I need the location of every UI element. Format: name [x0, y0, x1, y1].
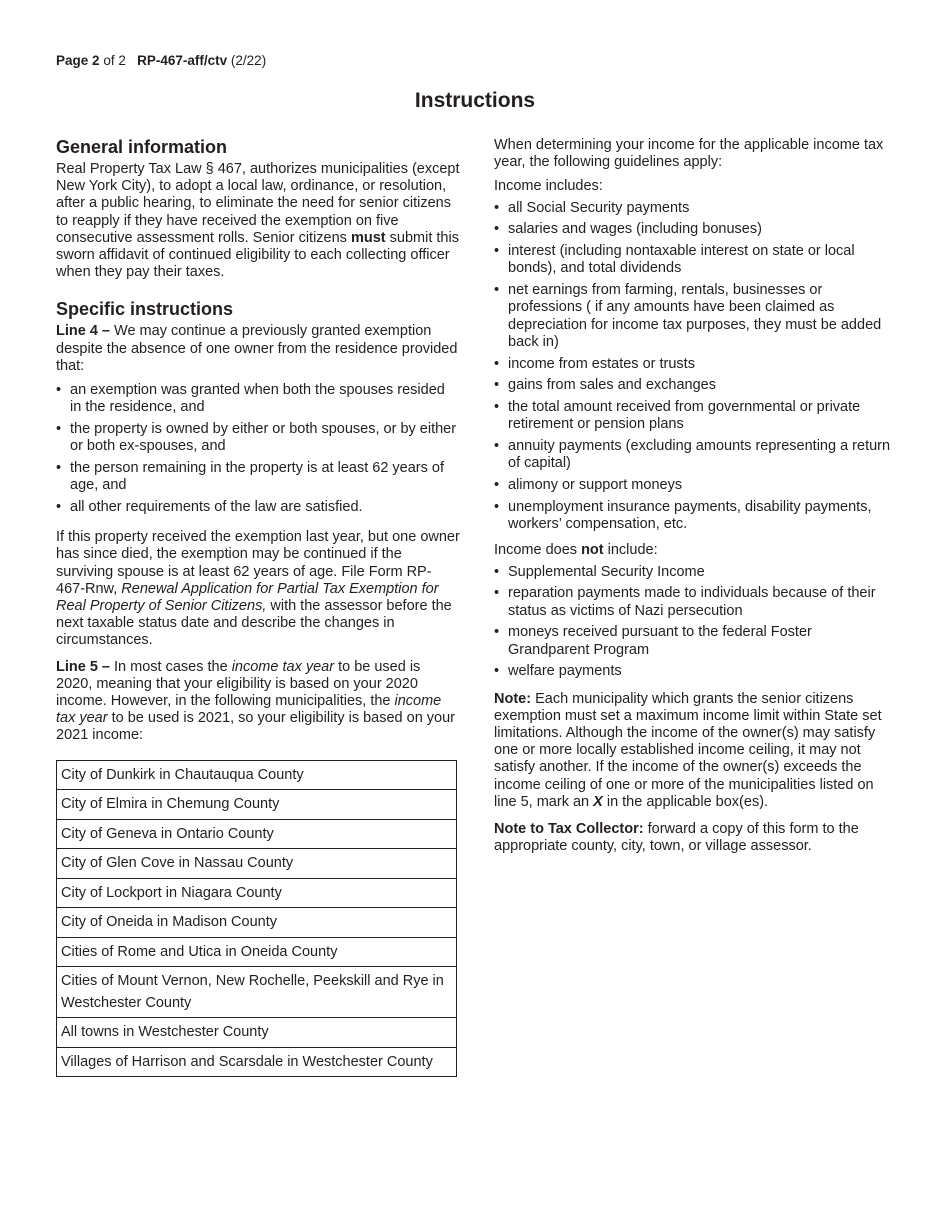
list-item: • income from estates or trusts — [494, 356, 894, 373]
table-row — [57, 760, 457, 790]
line5-paragraph: Line 5 – In most cases the income tax year to be used is 2020, meaning that your eligibility is based on your 2020 income. However, in the following municipalities, the income tax year to be used is 2021, so your eligibility is based on your 2021 income: — [56, 658, 455, 744]
page-label: Page — [56, 53, 89, 68]
table-row — [57, 790, 457, 820]
table-cell: City of Elmira in Chemung County — [57, 790, 457, 820]
collector-label: Note to Tax Collector: — [494, 821, 644, 838]
list-item: • all other requirements of the law are satisfied. — [56, 499, 460, 516]
list-item: • gains from sales and exchanges — [494, 377, 894, 394]
right-column — [494, 137, 894, 862]
specific-heading: Specific instructions — [56, 299, 234, 320]
table-cell: City of Geneva in Ontario County — [57, 819, 457, 849]
line5-label: Line 5 – — [56, 658, 110, 675]
general-paragraph: Real Property Tax Law § 467, authorizes municipalities (except New York City), to adopt a local law, ordinance, or resolution, after a public hearing, to eliminate the need for senior citizens to reapply if they have received the exemption on five consecutive assessment rolls. Senior citizens must submit this sworn affidavit of continued eligibility to each collecting officer when they pay their taxes. — [56, 161, 460, 281]
page-header — [56, 53, 266, 68]
note-label: Note: — [494, 690, 532, 707]
municipalities-table — [56, 760, 457, 1078]
page-number: 2 — [92, 53, 100, 68]
list-item: • Supplemental Security Income — [494, 564, 894, 581]
list-item: • the property is owned by either or both spouses, or by either or both ex-spouses, and — [56, 421, 460, 455]
list-item: • net earnings from farming, rentals, businesses or professions ( if any amounts have been claimed as depreciation for income tax purposes, they must be added back in) — [494, 282, 894, 351]
list-item: • alimony or support moneys — [494, 477, 894, 494]
x-mark: X — [593, 793, 603, 810]
income-intro: When determining your income for the applicable income tax year, the following guidelines apply: — [494, 137, 884, 171]
table-cell: City of Glen Cove in Nassau County — [57, 849, 457, 879]
table-cell: Cities of Mount Vernon, New Rochelle, Peekskill and Rye in Westchester County — [57, 967, 457, 1018]
list-item: • reparation payments made to individuals because of their status as victims of Nazi persecution — [494, 585, 894, 619]
form-id: RP-467-aff/ctv — [137, 53, 228, 68]
left-column — [56, 136, 460, 1077]
table-row — [57, 1047, 457, 1077]
table-row — [57, 908, 457, 938]
table-row — [57, 1018, 457, 1048]
page-title: Instructions — [414, 89, 536, 112]
list-item: • interest (including nontaxable interest on state or local bonds), and total dividends — [494, 243, 894, 277]
table-cell: Villages of Harrison and Scarsdale in Westchester County — [57, 1047, 457, 1077]
list-item: • unemployment insurance payments, disability payments, workers’ compensation, etc. — [494, 499, 894, 533]
table-row — [57, 878, 457, 908]
list-item: • moneys received pursuant to the federal Foster Grandparent Program — [494, 624, 894, 658]
table-row — [57, 819, 457, 849]
list-item: • annuity payments (excluding amounts representing a return of capital) — [494, 438, 894, 472]
table-cell: All towns in Westchester County — [57, 1018, 457, 1048]
list-item: • all Social Security payments — [494, 200, 894, 217]
list-item: • the total amount received from governmental or private retirement or pension plans — [494, 399, 894, 433]
renewal-form-title: Renewal Application for Partial Tax Exemption for Real Property of Senior Citizens, — [56, 580, 439, 615]
list-item: • an exemption was granted when both the spouses resided in the residence, and — [56, 382, 460, 416]
excludes-label: Income does not include: — [494, 542, 658, 559]
table-cell: City of Lockport in Niagara County — [57, 878, 457, 908]
line4-label: Line 4 – — [56, 323, 110, 340]
line4-paragraph: Line 4 – We may continue a previously granted exemption despite the absence of one owner from the residence provided that: — [56, 323, 458, 374]
must-emphasis: must — [350, 229, 386, 246]
form-date: (2/22) — [230, 53, 267, 68]
table-cell: City of Oneida in Madison County — [57, 908, 457, 938]
note-paragraph: Note: Each municipality which grants the senior citizens exemption must set a maximum income limit within State set limitations. Although the income of the owner(s) may satisfy one or more locally established income ceiling, it may not satisfy another. If the income of the owner(s) exceeds the income ceiling of one or more of the municipalities listed on line 5, mark an X in the applicable box(es). — [494, 690, 882, 810]
list-item: • the person remaining in the property is at least 62 years of age, and — [56, 460, 460, 494]
table-cell: Cities of Rome and Utica in Oneida County — [57, 937, 457, 967]
includes-list — [494, 200, 894, 534]
collector-paragraph: Note to Tax Collector: forward a copy of this form to the appropriate county, city, town, or village assessor. — [494, 821, 859, 855]
list-item: • welfare payments — [494, 663, 894, 680]
line4-list — [56, 382, 460, 516]
list-item: • salaries and wages (including bonuses) — [494, 221, 894, 238]
table-row — [57, 937, 457, 967]
table-cell: City of Dunkirk in Chautauqua County — [57, 760, 457, 790]
surviving-spouse-paragraph: If this property received the exemption last year, but one owner has since died, the exemption may be continued if the surviving spouse is at least 62 years of age. File Form RP-467-Rnw, Renewal Application for Partial Tax Exemption for Real Property of Senior Citizens, with the assessor before the next taxable status date and describe the changes in circumstances. — [56, 529, 460, 649]
includes-label: Income includes: — [494, 178, 603, 195]
table-row — [57, 967, 457, 1018]
table-row — [57, 849, 457, 879]
excludes-list — [494, 564, 894, 681]
page-of: of 2 — [103, 53, 126, 68]
general-heading: General information — [56, 137, 228, 157]
